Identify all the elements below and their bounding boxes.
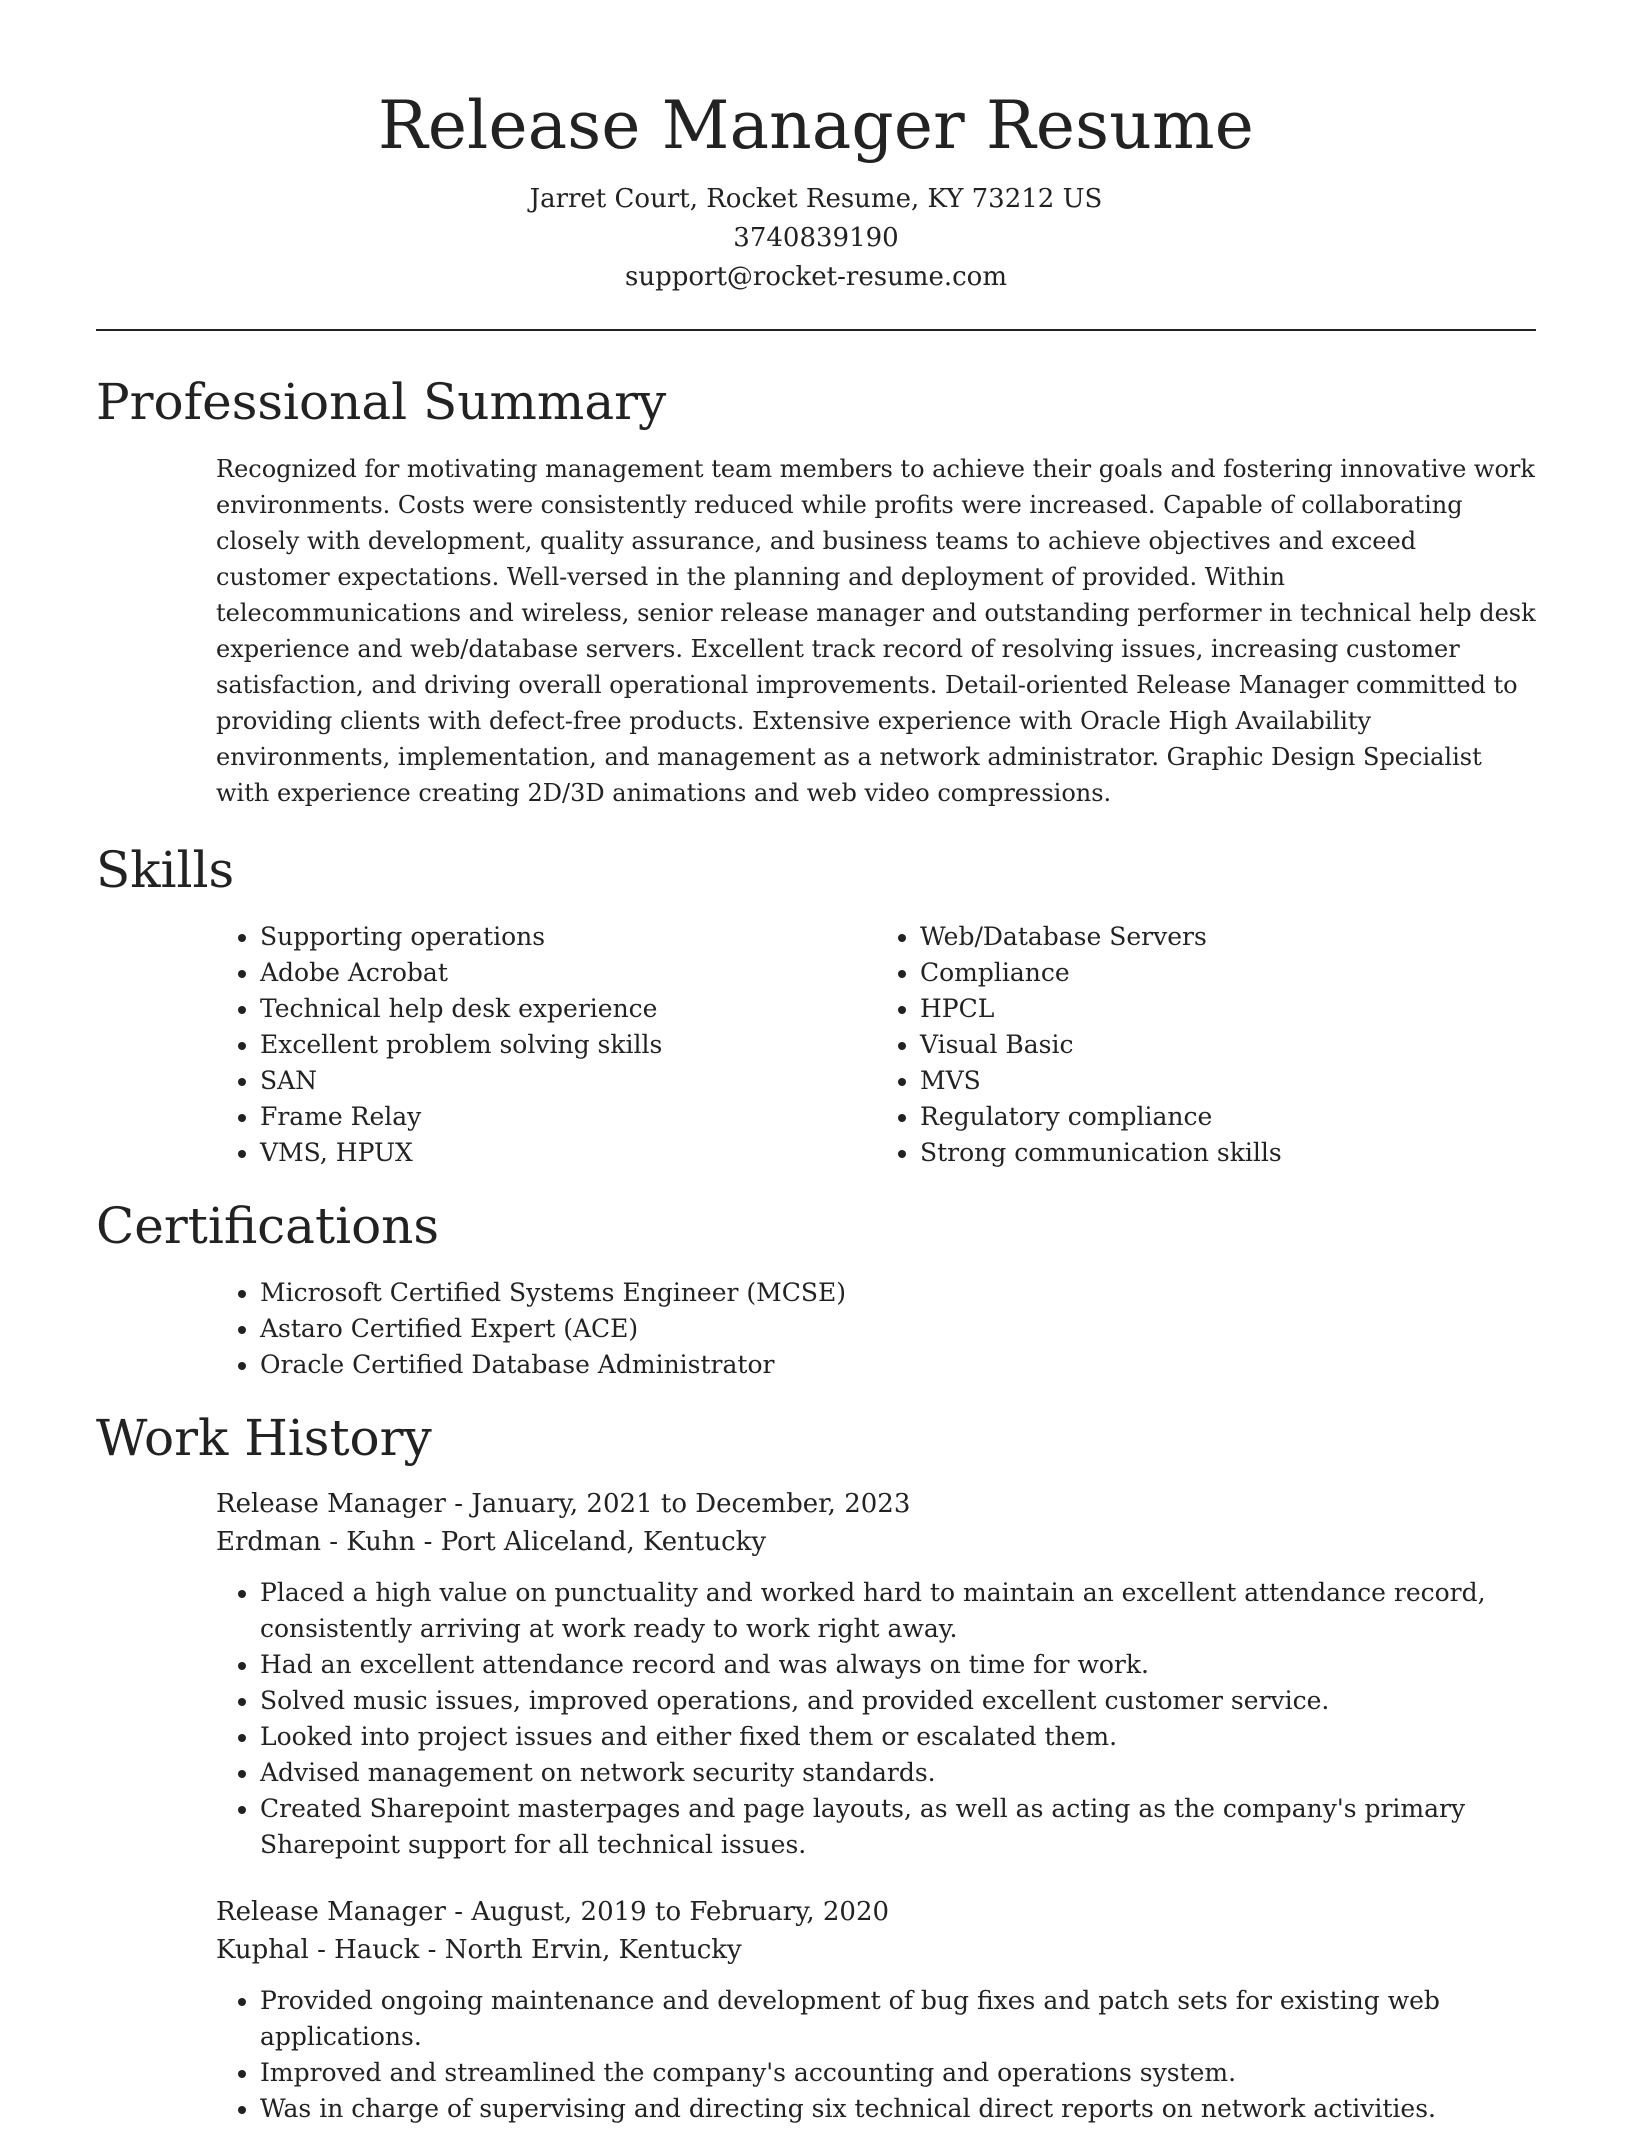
job-bullet: • Advised management on network security standards.	[260, 1755, 1536, 1791]
job-bullet: • Improved and streamlined the company's accounting and operations system.	[260, 2055, 1536, 2091]
header-divider	[96, 329, 1536, 331]
skills-section	[96, 837, 1536, 1171]
job-bullets	[216, 1575, 1536, 1863]
skill-item: • Frame Relay	[260, 1099, 876, 1135]
contact-phone: 3740839190	[733, 223, 899, 253]
job-location: North Ervin, Kentucky	[444, 1935, 742, 1965]
skill-item: • HPCL	[920, 991, 1536, 1027]
certification-item: • Oracle Certified Database Administrator	[260, 1347, 1536, 1383]
summary-text: Recognized for motivating management team members to achieve their goals and fostering innovative work environments. Costs were consistently reduced while profits were increased. Capable of collaborating closely with development, quality assurance, and business teams to achieve objectives and exceed customer expectations. Well-versed in the planning and deployment of provided. Within telecommunications and wireless, senior release manager and outstanding performer in technical help desk experience and web/database servers. Excellent track record of resolving issues, increasing customer satisfaction, and driving overall operational improvements. Detail-oriented Release Manager committed to providing clients with defect-free products. Extensive experience with Oracle High Availability environments, implementation, and management as a network administrator. Graphic Design Specialist with experience creating 2D/3D animations and web video compressions.	[216, 455, 1536, 807]
job-company: Erdman - Kuhn	[216, 1527, 416, 1557]
contact-block	[96, 180, 1536, 297]
skills-list-left	[216, 919, 876, 1171]
job-bullet: • Had an excellent attendance record and was always on time for work.	[260, 1647, 1536, 1683]
resume-page	[96, 80, 1536, 2153]
job-title-line: Release Manager - January, 2021 to December, 2023	[216, 1489, 911, 1519]
job-company-line: Kuphal - Hauck - North Ervin, Kentucky	[216, 1935, 742, 1965]
skills-columns	[96, 919, 1536, 1171]
work-history-heading: Work History	[96, 1409, 432, 1467]
job-bullet: • Looked into project issues and either fixed them or escalated them.	[260, 1719, 1536, 1755]
job-title: Release Manager	[216, 1897, 446, 1927]
job-dates: August, 2019 to February, 2020	[471, 1897, 890, 1927]
job-bullet: • Was in charge of supervising and directing six technical direct reports on network activities.	[260, 2091, 1536, 2127]
certification-item: • Astaro Certified Expert (ACE)	[260, 1311, 1536, 1347]
job-location: Port Aliceland, Kentucky	[440, 1527, 767, 1557]
certifications-section	[96, 1193, 1536, 1383]
skill-item: • VMS, HPUX	[260, 1135, 876, 1171]
job-bullet: • Created Sharepoint masterpages and page layouts, as well as acting as the company's primary Sharepoint support for all technical issues.	[260, 1791, 1536, 1863]
skill-item: • Strong communication skills	[920, 1135, 1536, 1171]
work-history-body	[96, 1485, 1536, 2127]
skill-item: • Excellent problem solving skills	[260, 1027, 876, 1063]
job-title-line: Release Manager - August, 2019 to February, 2020	[216, 1897, 890, 1927]
certifications-body	[96, 1275, 1536, 1383]
job-dates: January, 2021 to December, 2023	[471, 1489, 911, 1519]
job-bullets	[216, 1983, 1536, 2127]
skill-item: • Web/Database Servers	[920, 919, 1536, 955]
skill-item: • MVS	[920, 1063, 1536, 1099]
skill-item: • Supporting operations	[260, 919, 876, 955]
certifications-heading: Certifications	[96, 1197, 440, 1255]
skills-list-right	[876, 919, 1536, 1171]
certification-item: • Microsoft Certified Systems Engineer (MCSE)	[260, 1275, 1536, 1311]
skill-item: • Regulatory compliance	[920, 1099, 1536, 1135]
job-company-line: Erdman - Kuhn - Port Aliceland, Kentucky	[216, 1527, 767, 1557]
job-entry	[216, 1893, 1536, 2127]
contact-address: Jarret Court, Rocket Resume, KY 73212 US	[529, 184, 1103, 214]
job-bullet: • Provided ongoing maintenance and development of bug fixes and patch sets for existing web applications.	[260, 1983, 1536, 2055]
skill-item: • Compliance	[920, 955, 1536, 991]
summary-section	[96, 369, 1536, 811]
contact-email: support@rocket-resume.com	[624, 262, 1007, 292]
work-history-section	[96, 1405, 1536, 2127]
job-bullet: • Solved music issues, improved operations, and provided excellent customer service.	[260, 1683, 1536, 1719]
summary-heading: Professional Summary	[96, 373, 667, 431]
certifications-list	[216, 1275, 1536, 1383]
skill-item: • Visual Basic	[920, 1027, 1536, 1063]
job-entry	[216, 1485, 1536, 1863]
job-company: Kuphal - Hauck	[216, 1935, 420, 1965]
job-bullet: • Placed a high value on punctuality and worked hard to maintain an excellent attendance record, consistently arriving at work ready to work right away.	[260, 1575, 1536, 1647]
skill-item: • Adobe Acrobat	[260, 955, 876, 991]
skill-item: • Technical help desk experience	[260, 991, 876, 1027]
skills-heading: Skills	[96, 841, 235, 899]
resume-title: Release Manager Resume	[378, 87, 1254, 164]
job-title: Release Manager	[216, 1489, 446, 1519]
summary-body	[96, 451, 1536, 811]
skill-item: • SAN	[260, 1063, 876, 1099]
